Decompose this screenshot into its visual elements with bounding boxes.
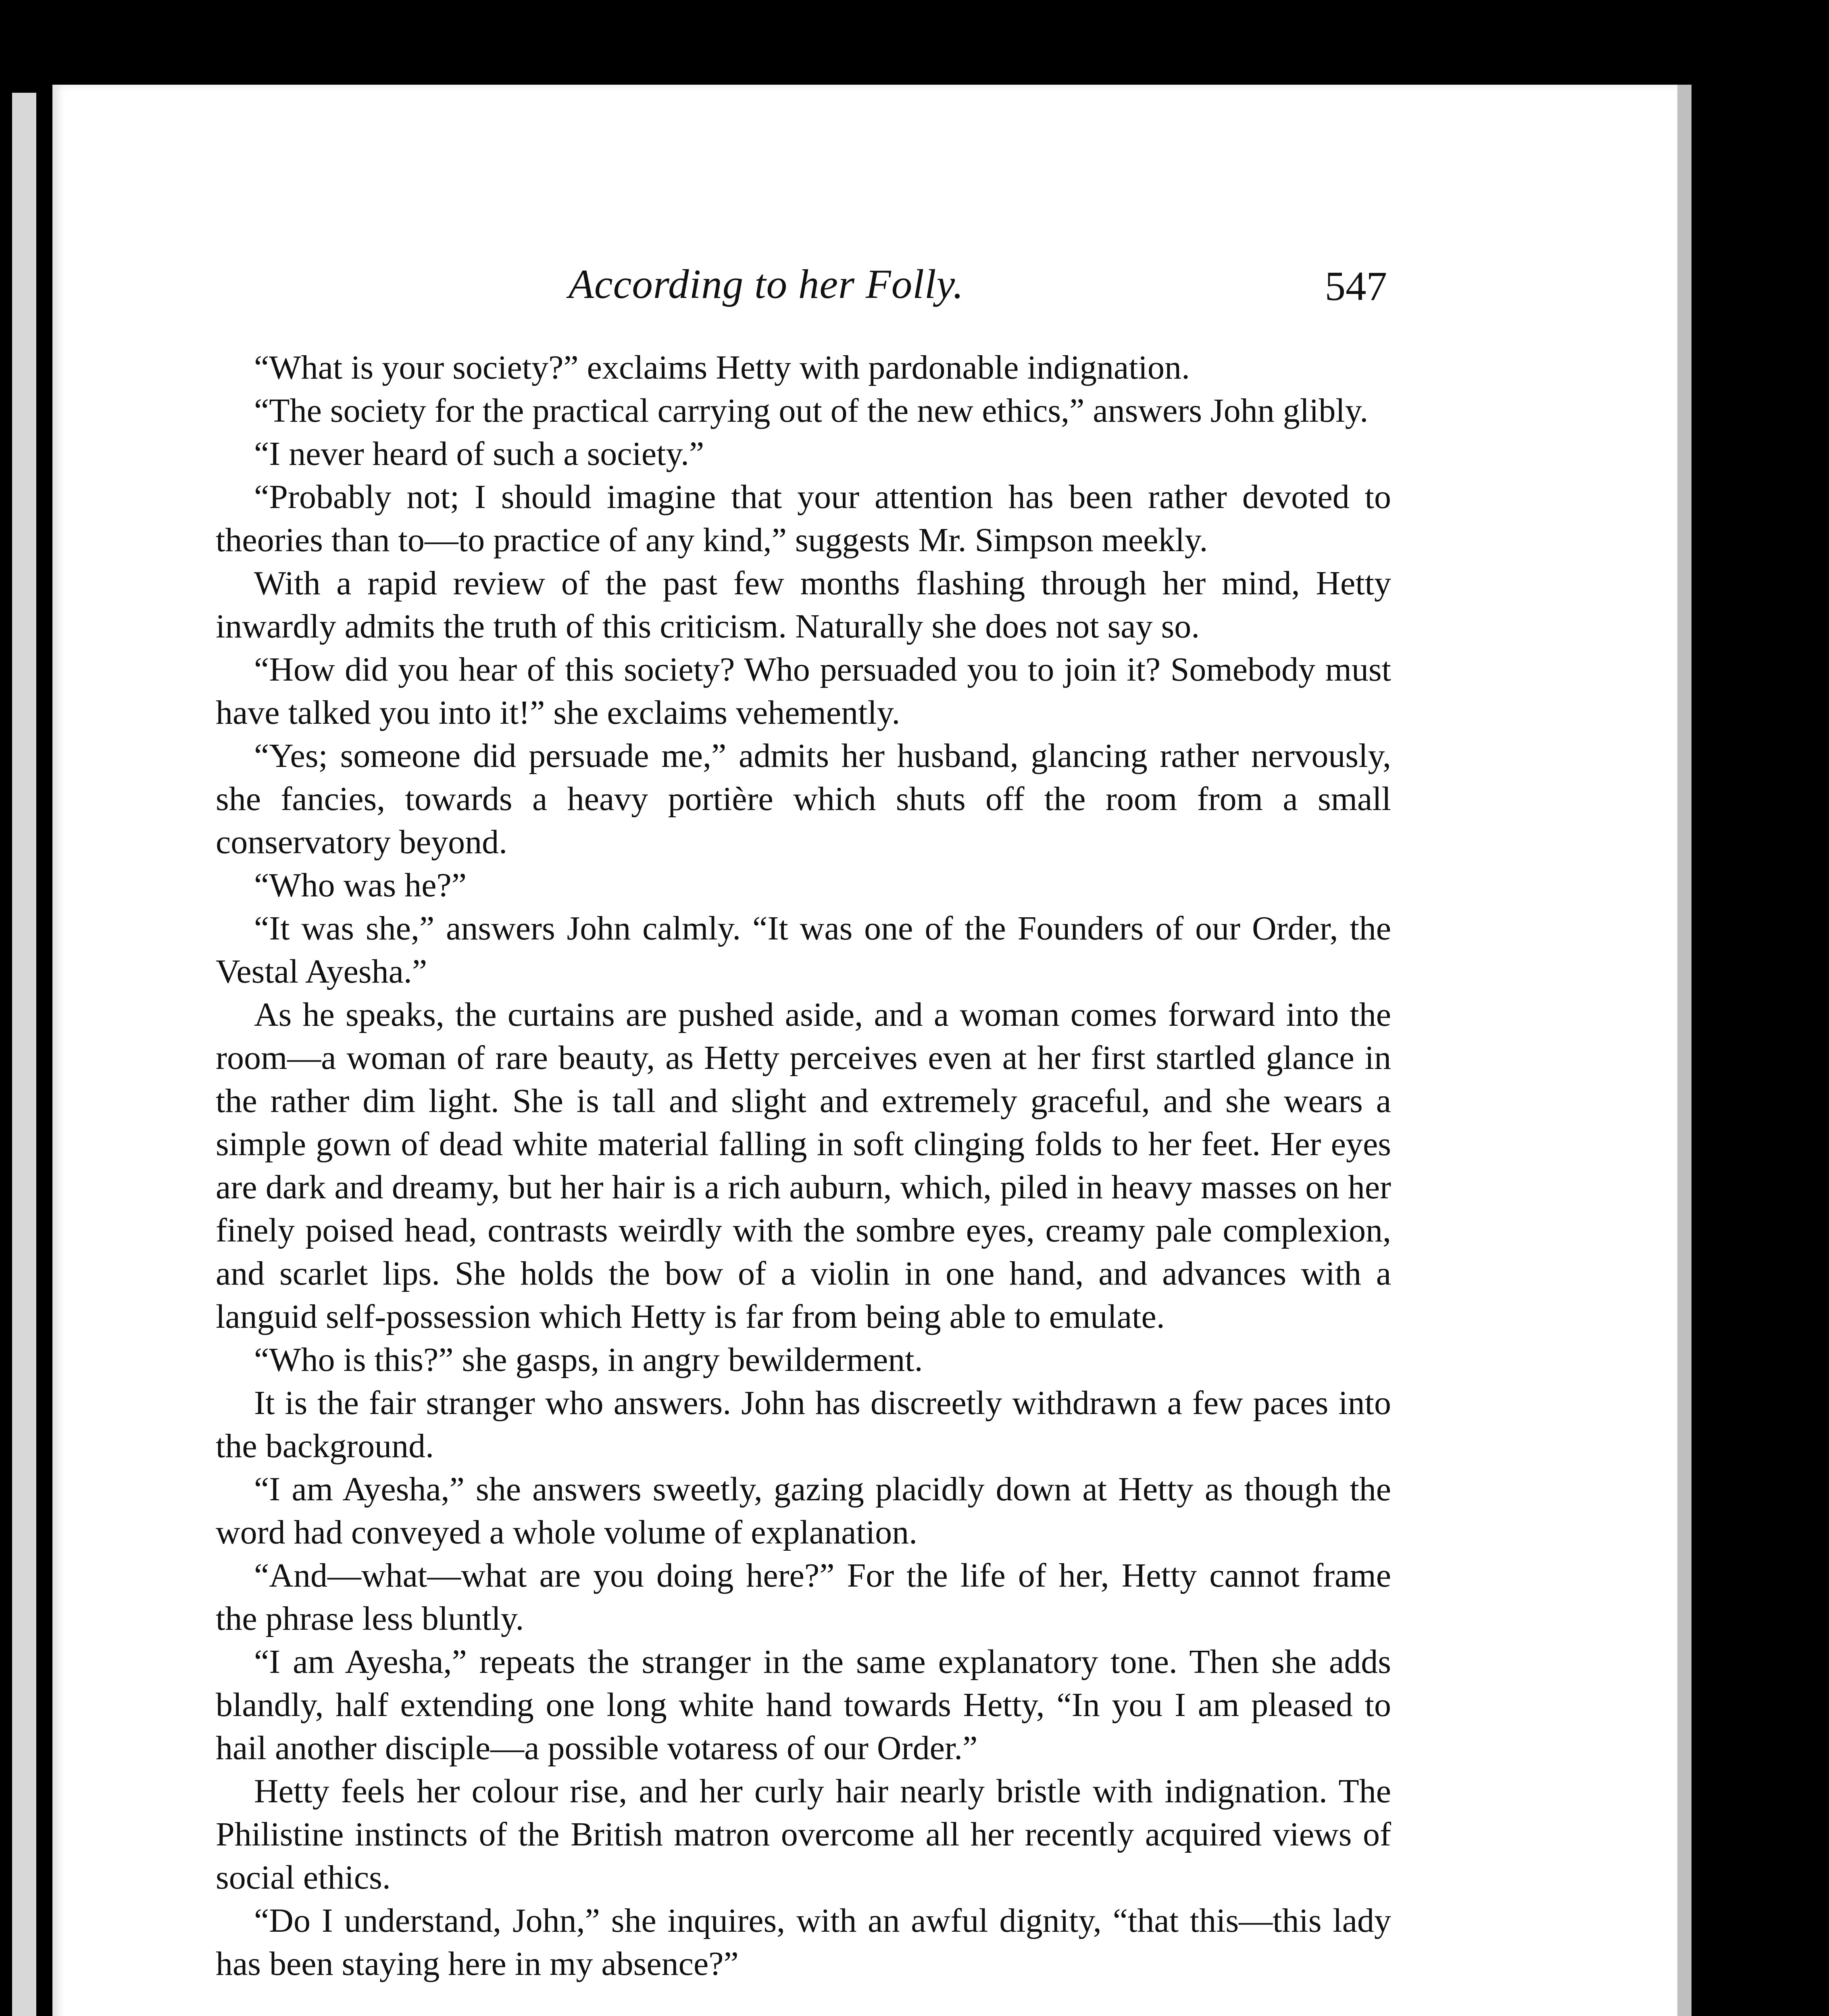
running-title: According to her Folly. (569, 261, 964, 307)
body-text (216, 346, 1391, 1985)
paragraph: “Probably not; I should imagine that your attention has been rather devoted to theories than to—to practice of any kind,” suggests Mr. Simpson meekly. (216, 478, 1391, 559)
paragraph: “How did you hear of this society? Who persuaded you to join it? Somebody must have talked you into it!” she exclaims vehemently. (216, 651, 1391, 731)
paragraph: “What is your society?” exclaims Hetty with pardonable indignation. (254, 349, 1190, 386)
paragraph: “Do I understand, John,” she inquires, with an awful dignity, “that this—this lady has been staying here in my absence?” (216, 1902, 1391, 1983)
paragraph: Hetty feels her colour rise, and her curly hair nearly bristle with indignation. The Philistine instincts of the British matron overcome all her recently acquired views of social ethics. (216, 1772, 1391, 1896)
paragraph: “I am Ayesha,” she answers sweetly, gazing placidly down at Hetty as though the word had conveyed a whole volume of explanation. (216, 1470, 1391, 1551)
paragraph: “I never heard of such a society.” (254, 435, 704, 473)
paragraph: With a rapid review of the past few months flashing through her mind, Hetty inwardly admits the truth of this criticism. Naturally she does not say so. (216, 564, 1391, 645)
page-header (569, 258, 1387, 310)
page-number: 547 (1325, 263, 1387, 309)
paragraph: “Yes; someone did persuade me,” admits her husband, glancing rather nervously, she fancies, towards a heavy portière which shuts off the room from a small conservatory beyond. (216, 737, 1391, 861)
paragraph: It is the fair stranger who answers. John has discreetly withdrawn a few paces into the background. (216, 1384, 1391, 1465)
paragraph: “Who was he?” (254, 866, 467, 904)
paragraph: “And—what—what are you doing here?” For the life of her, Hetty cannot frame the phrase less bluntly. (216, 1557, 1391, 1637)
paragraph: “The society for the practical carrying out of the new ethics,” answers John glibly. (254, 392, 1369, 429)
paragraph: “It was she,” answers John calmly. “It was one of the Founders of our Order, the Vestal Ayesha.” (216, 910, 1391, 990)
paragraph: “Who is this?” she gasps, in angry bewilderment. (254, 1341, 923, 1379)
paragraph: “I am Ayesha,” repeats the stranger in the same explanatory tone. Then she adds blandly, half extending one long white hand towards Hetty, “In you I am pleased to hail another disciple—a possible votaress of our Order.” (216, 1643, 1391, 1767)
page-left-edge (12, 93, 36, 2016)
page-right-edge (1677, 85, 1692, 2016)
paragraph: As he speaks, the curtains are pushed aside, and a woman comes forward into the room—a woman of rare beauty, as Hetty perceives even at her first startled glance in the rather dim light. She is tall and slight and extremely graceful, and she wears a simple gown of dead white material falling in soft clinging folds to her feet. Her eyes are dark and dreamy, but her hair is a rich auburn, which, piled in heavy masses on her finely poised head, contrasts weirdly with the sombre eyes, creamy pale complexion, and scarlet lips. She holds the bow of a violin in one hand, and advances with a languid self-possession which Hetty is far from being able to emulate. (216, 996, 1391, 1335)
